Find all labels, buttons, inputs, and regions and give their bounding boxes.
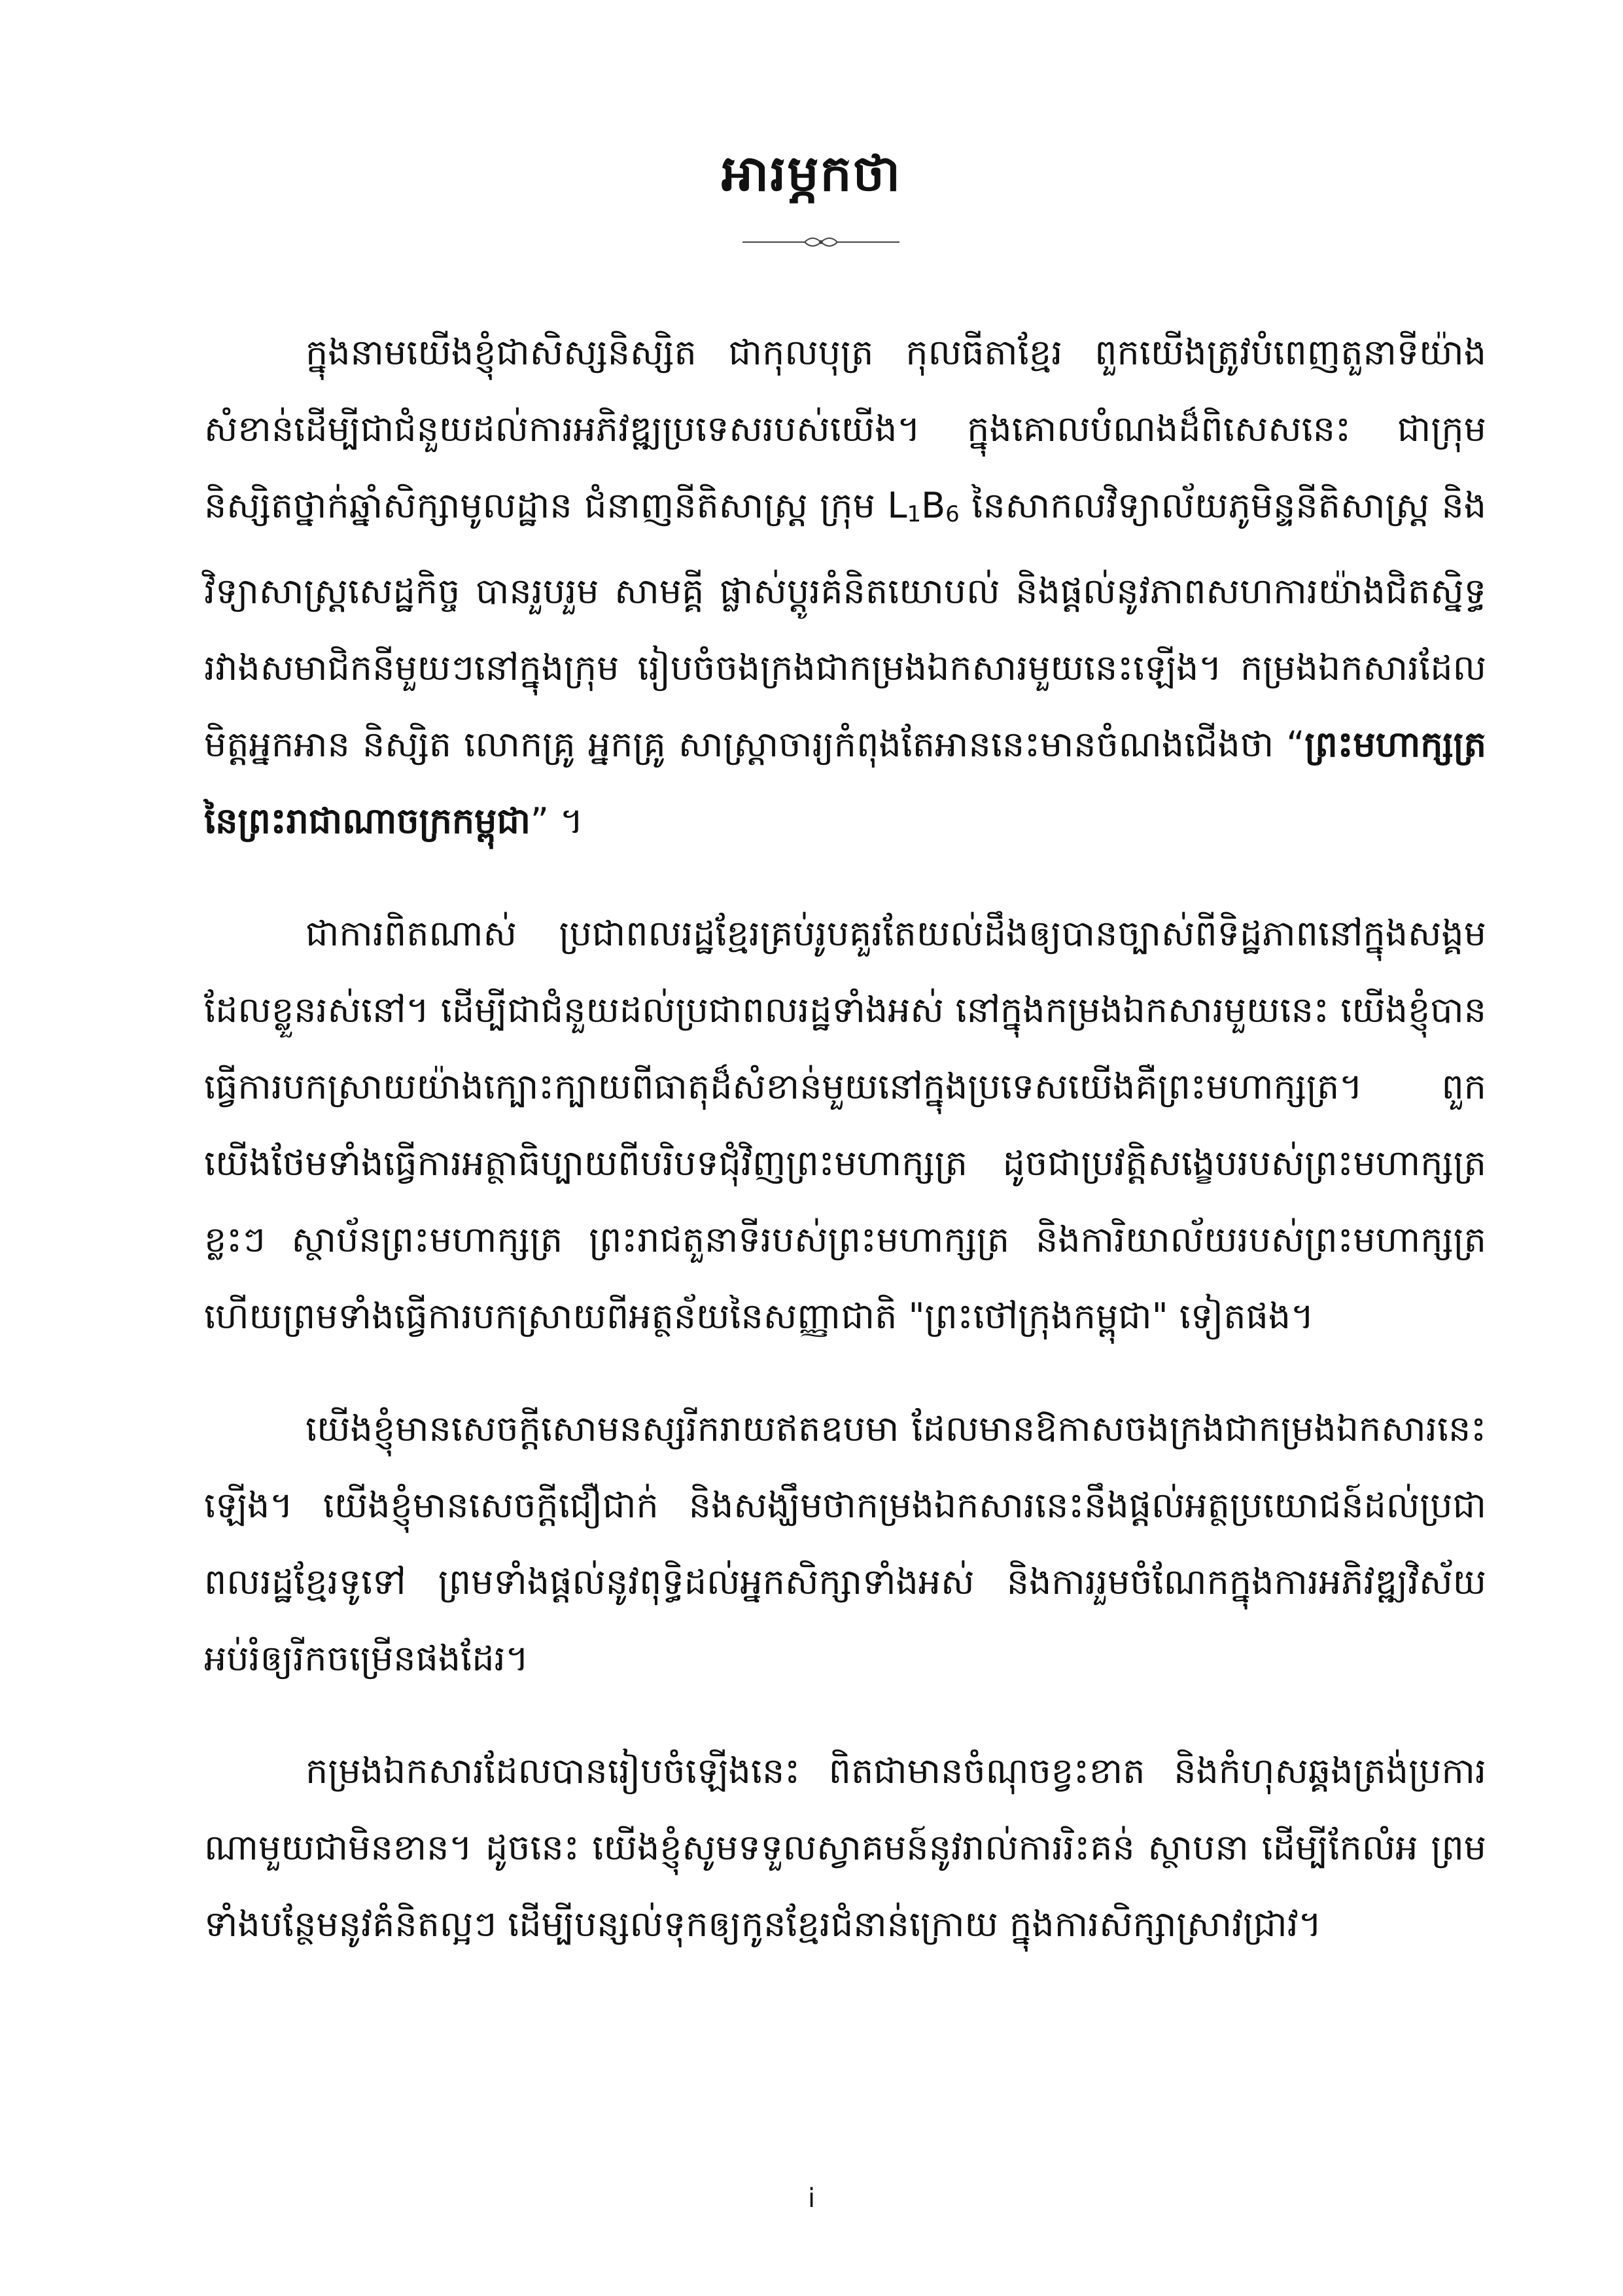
paragraph-4: កម្រងឯកសារដែលបានរៀបចំឡើងនេះ ពិតជាមានចំណុចខ្វះខាត និងកំហុសឆ្គងត្រង់ប្រការណាមួយជាមិនខាន។ ដូចនេះ យើងខ្ញុំសូមទទួលស្វាគមន៍នូវរាល់ការរិះគន់ ស្ថាបនា ដើម្បីកែលំអ ព្រមទាំងបន្ថែមនូវគំនិតល្អៗ ដើម្បីបន្សល់ទុកឲ្យកូនខ្មែរជំនាន់ក្រោយ ក្នុងការសិក្សាស្រាវជ្រាវ។ (204, 1750, 1486, 1945)
subscript-1: 1 (907, 501, 922, 527)
subscript-6: 6 (945, 501, 960, 527)
paragraph-1-text-b: B (921, 485, 946, 526)
paragraph-1-text-d: ” ។ (530, 800, 584, 841)
preface-body (204, 314, 1486, 1998)
paragraph-1 (204, 314, 1486, 859)
title-divider-ornament (739, 229, 903, 255)
paragraph-2: ជាការពិតណាស់ ប្រជាពលរដ្ឋខ្មែរគ្រប់រូបគួរតែយល់ដឹងឲ្យបានច្បាស់ពីទិដ្ឋភាពនៅក្នុងសង្គមដែលខ្លួនរស់នៅ។ ដើម្បីជាជំនួយដល់ប្រជាពលរដ្ឋទាំងអស់ នៅក្នុងកម្រងឯកសារមួយនេះ យើងខ្ញុំបានធ្វើការបកស្រាយយ៉ាងក្បោះក្បាយពីធាតុដ៏សំខាន់មួយនៅក្នុងប្រទេសយើងគឺព្រះមហាក្សត្រ។ ពួកយើងថែមទាំងធ្វើការអត្ថាធិប្បាយពីបរិបទជុំវិញព្រះមហាក្សត្រ ដូចជាប្រវត្តិសង្ខេបរបស់ព្រះមហាក្សត្រខ្លះៗ ស្ថាប័នព្រះមហាក្សត្រ ព្រះរាជតួនាទីរបស់ព្រះមហាក្សត្រ និងការិយាល័យរបស់ព្រះមហាក្សត្រ ហើយព្រមទាំងធ្វើការបកស្រាយពីអត្ថន័យនៃសញ្ញាជាតិ "ព្រះថៅក្រុងកម្ពុជា" ទៀតផង។ (204, 913, 1486, 1337)
paragraph-3: យើងខ្ញុំមានសេចក្តីសោមនស្សរីករាយឥតឧបមា ដែលមានឱកាសចងក្រងជាកម្រងឯកសារនេះឡើង។ យើងខ្ញុំមានសេចក្តីជឿជាក់ និងសង្ឃឹមថាកម្រងឯកសារនេះនឹងផ្តល់អត្ថប្រយោជន៍ដល់ប្រជាពលរដ្ឋខ្មែរទូទៅ ព្រមទាំងផ្តល់នូវពុទ្ធិដល់អ្នកសិក្សាទាំងអស់ និងការរួមចំណែកក្នុងការអភិវឌ្ឍវិស័យអប់រំឲ្យរីកចម្រើនផងដែរ។ (204, 1408, 1486, 1679)
paragraph-1-text-c: នៃសាកលវិទ្យាល័យភូមិន្ទនីតិសាស្ត្រ និងវិទ្យាសាស្ត្រសេដ្ឋកិច្ច បានរួបរួម សាមគ្គី ផ្លាស់ប្តូរគំនិតយោបល់ និងផ្តល់នូវភាពសហការយ៉ាងជិតស្និទ្ធរវាងសមាជិកនីមួយៗនៅក្នុងក្រុម រៀបចំចងក្រងជាកម្រងឯកសារមួយនេះឡើង។ កម្រងឯកសារដែលមិត្តអ្នកអាន និស្សិត លោកគ្រូ អ្នកគ្រូ សាស្ត្រាចារ្យកំពុងតែអាននេះមានចំណងជើងថា “ (204, 485, 1487, 765)
page-title: អារម្ភកថា (721, 144, 902, 202)
paragraph-1-text-a: ក្នុងនាមយើងខ្ញុំជាសិស្សនិស្សិត ជាកុលបុត្រ កុលធីតាខ្មែរ ពួកយើងត្រូវបំពេញតួនាទីយ៉ាងសំខាន់ដើម្បីជាជំនួយដល់ការអភិវឌ្ឍប្រទេសរបស់យើង។ ក្នុងគោលបំណងដ៏ពិសេសនេះ ជាក្រុមនិស្សិតថ្នាក់ឆ្នាំសិក្សាមូលដ្ឋាន ជំនាញនីតិសាស្ត្រ ក្រុម L (204, 332, 1486, 526)
page-number: i (807, 2183, 816, 2214)
document-title-emphasis: ព្រះមហាក្សត្រ នៃព្រះរាជាណាចក្រកម្ពុជា (204, 724, 1486, 841)
